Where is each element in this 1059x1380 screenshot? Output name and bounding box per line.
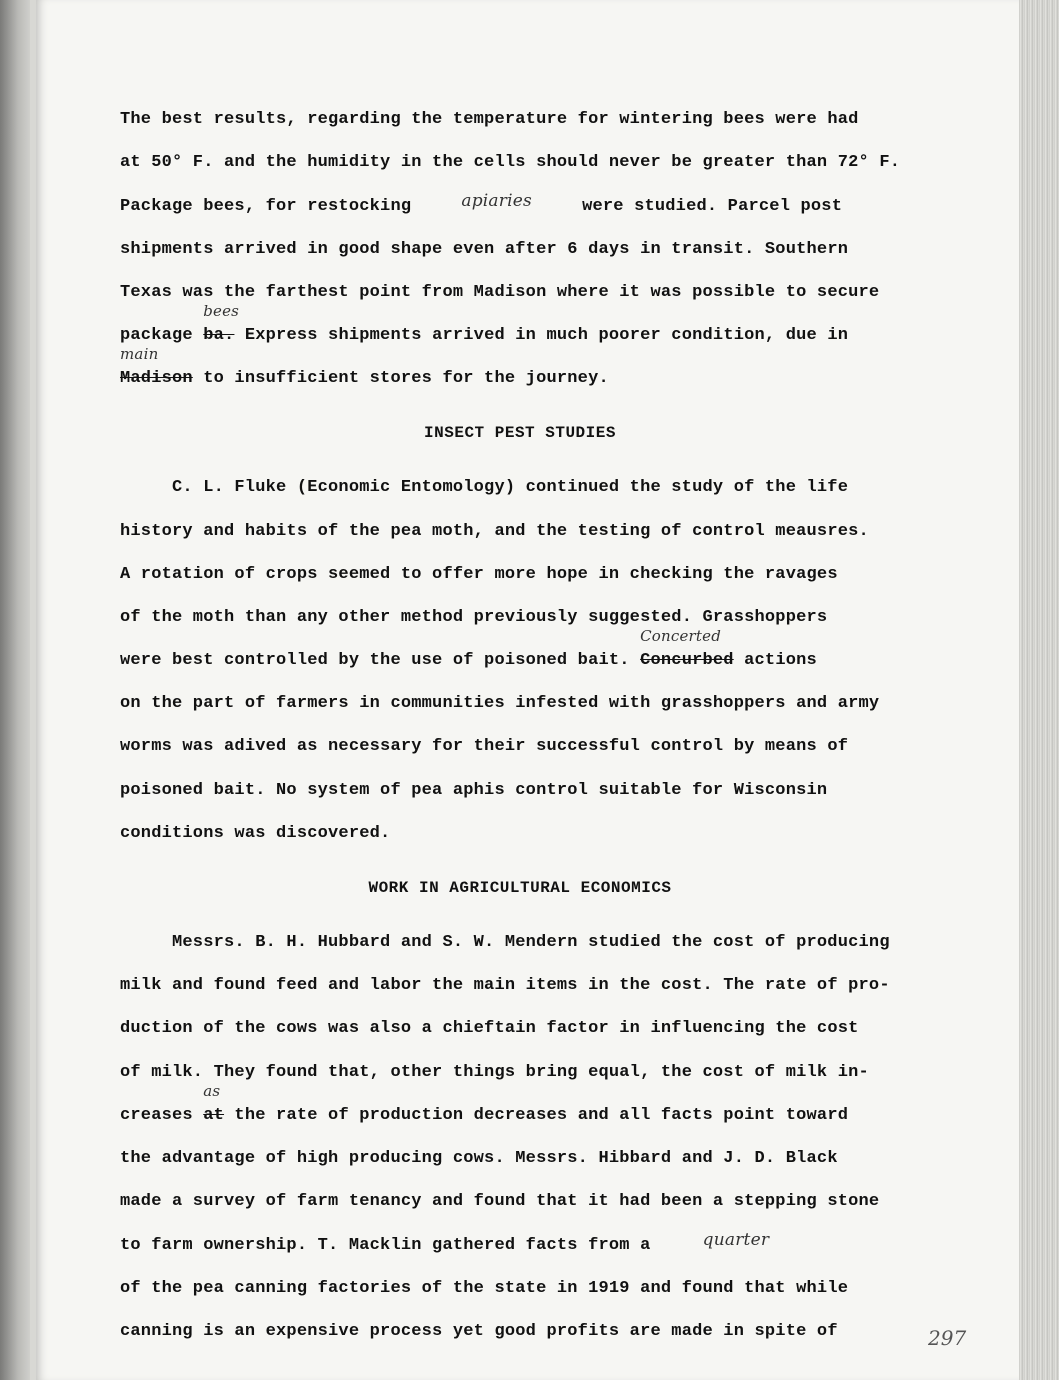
text-segment: creases xyxy=(120,1105,204,1125)
section-heading-economics: WORK IN AGRICULTURAL ECONOMICS xyxy=(368,879,672,897)
text-segment: were studied. Parcel post xyxy=(582,197,843,217)
text-line: duction of the cows was also a chieftain factor in influencing the cost xyxy=(120,1019,859,1039)
document-body xyxy=(120,98,920,1353)
text-line: made a survey of farm tenancy and found that it had been a stepping stone xyxy=(120,1192,880,1212)
text-segment: Package bees, for restocking xyxy=(120,197,412,217)
text-line: history and habits of the pea moth, and the testing of control meausres. xyxy=(120,521,869,541)
text-line: A rotation of crops seemed to offer more hope in checking the ravages xyxy=(120,564,838,584)
text-line: Messrs. B. H. Hubbard and S. W. Mendern studied the cost of producing xyxy=(172,933,890,952)
text-line: conditions was discovered. xyxy=(120,823,391,843)
correction xyxy=(203,1081,225,1137)
correction xyxy=(203,301,240,357)
page-stack-edge xyxy=(1019,0,1059,1380)
handwritten-correction: main xyxy=(120,345,159,364)
handwritten-correction: bees xyxy=(203,301,240,320)
text-segment: to insufficient stores for the journey. xyxy=(192,369,609,389)
correction xyxy=(120,345,193,400)
text-line: on the part of farmers in communities infested with grasshoppers and army xyxy=(120,694,880,714)
text-line xyxy=(120,1081,920,1137)
text-line: milk and found feed and labor the main items in the cost. The rate of pro- xyxy=(120,976,890,996)
text-line xyxy=(120,301,920,357)
text-line: poisoned bait. No system of pea aphis control suitable for Wisconsin xyxy=(120,780,828,800)
text-line xyxy=(120,345,920,400)
text-line xyxy=(120,627,920,682)
struck-text: at xyxy=(203,1105,225,1125)
text-segment: actions xyxy=(733,651,817,671)
correction xyxy=(640,627,734,682)
text-segment: to farm ownership. T. Macklin gathered facts from a xyxy=(120,1236,651,1256)
text-line: The best results, regarding the temperature for wintering bees were had xyxy=(120,110,859,129)
text-line: canning is an expensive process yet good profits are made in spite of xyxy=(120,1321,838,1341)
text-line xyxy=(120,1223,920,1266)
text-segment: Express shipments arrived in much poorer condition, due in xyxy=(234,325,849,345)
text-line: of the moth than any other method previously suggested. Grasshoppers xyxy=(120,607,828,627)
text-line: of milk. They found that, other things bring equal, the cost of milk in- xyxy=(120,1062,869,1082)
struck-text: ba. xyxy=(203,325,235,345)
struck-text: Concurbed xyxy=(640,651,734,671)
text-line xyxy=(120,184,920,227)
text-segment: the rate of production decreases and all facts point toward xyxy=(224,1105,849,1125)
text-line: shipments arrived in good shape even after 6 days in transit. Southern xyxy=(120,239,849,259)
page-number: 297 xyxy=(928,1326,967,1350)
text-segment: package xyxy=(120,325,204,345)
handwritten-correction: Concerted xyxy=(640,627,722,646)
struck-text: Madison xyxy=(120,369,193,389)
scan-left-edge xyxy=(0,0,30,1380)
text-line: the advantage of high producing cows. Messrs. Hibbard and J. D. Black xyxy=(120,1148,838,1168)
section-heading-insect: INSECT PEST STUDIES xyxy=(424,424,616,443)
text-line: at 50° F. and the humidity in the cells should never be greater than 72° F. xyxy=(120,153,901,173)
handwritten-insert: apiaries xyxy=(461,191,532,212)
text-line: Texas was the farthest point from Madison where it was possible to secure xyxy=(120,282,880,302)
text-line: C. L. Fluke (Economic Entomology) continued the study of the life xyxy=(172,478,849,498)
text-line: worms was adived as necessary for their successful control by means of xyxy=(120,737,849,757)
handwritten-correction: as xyxy=(203,1081,221,1100)
text-line: of the pea canning factories of the state in 1919 and found that while xyxy=(120,1278,849,1298)
handwritten-insert: quarter xyxy=(702,1230,770,1251)
text-segment: were best controlled by the use of poisoned bait. xyxy=(120,651,641,671)
